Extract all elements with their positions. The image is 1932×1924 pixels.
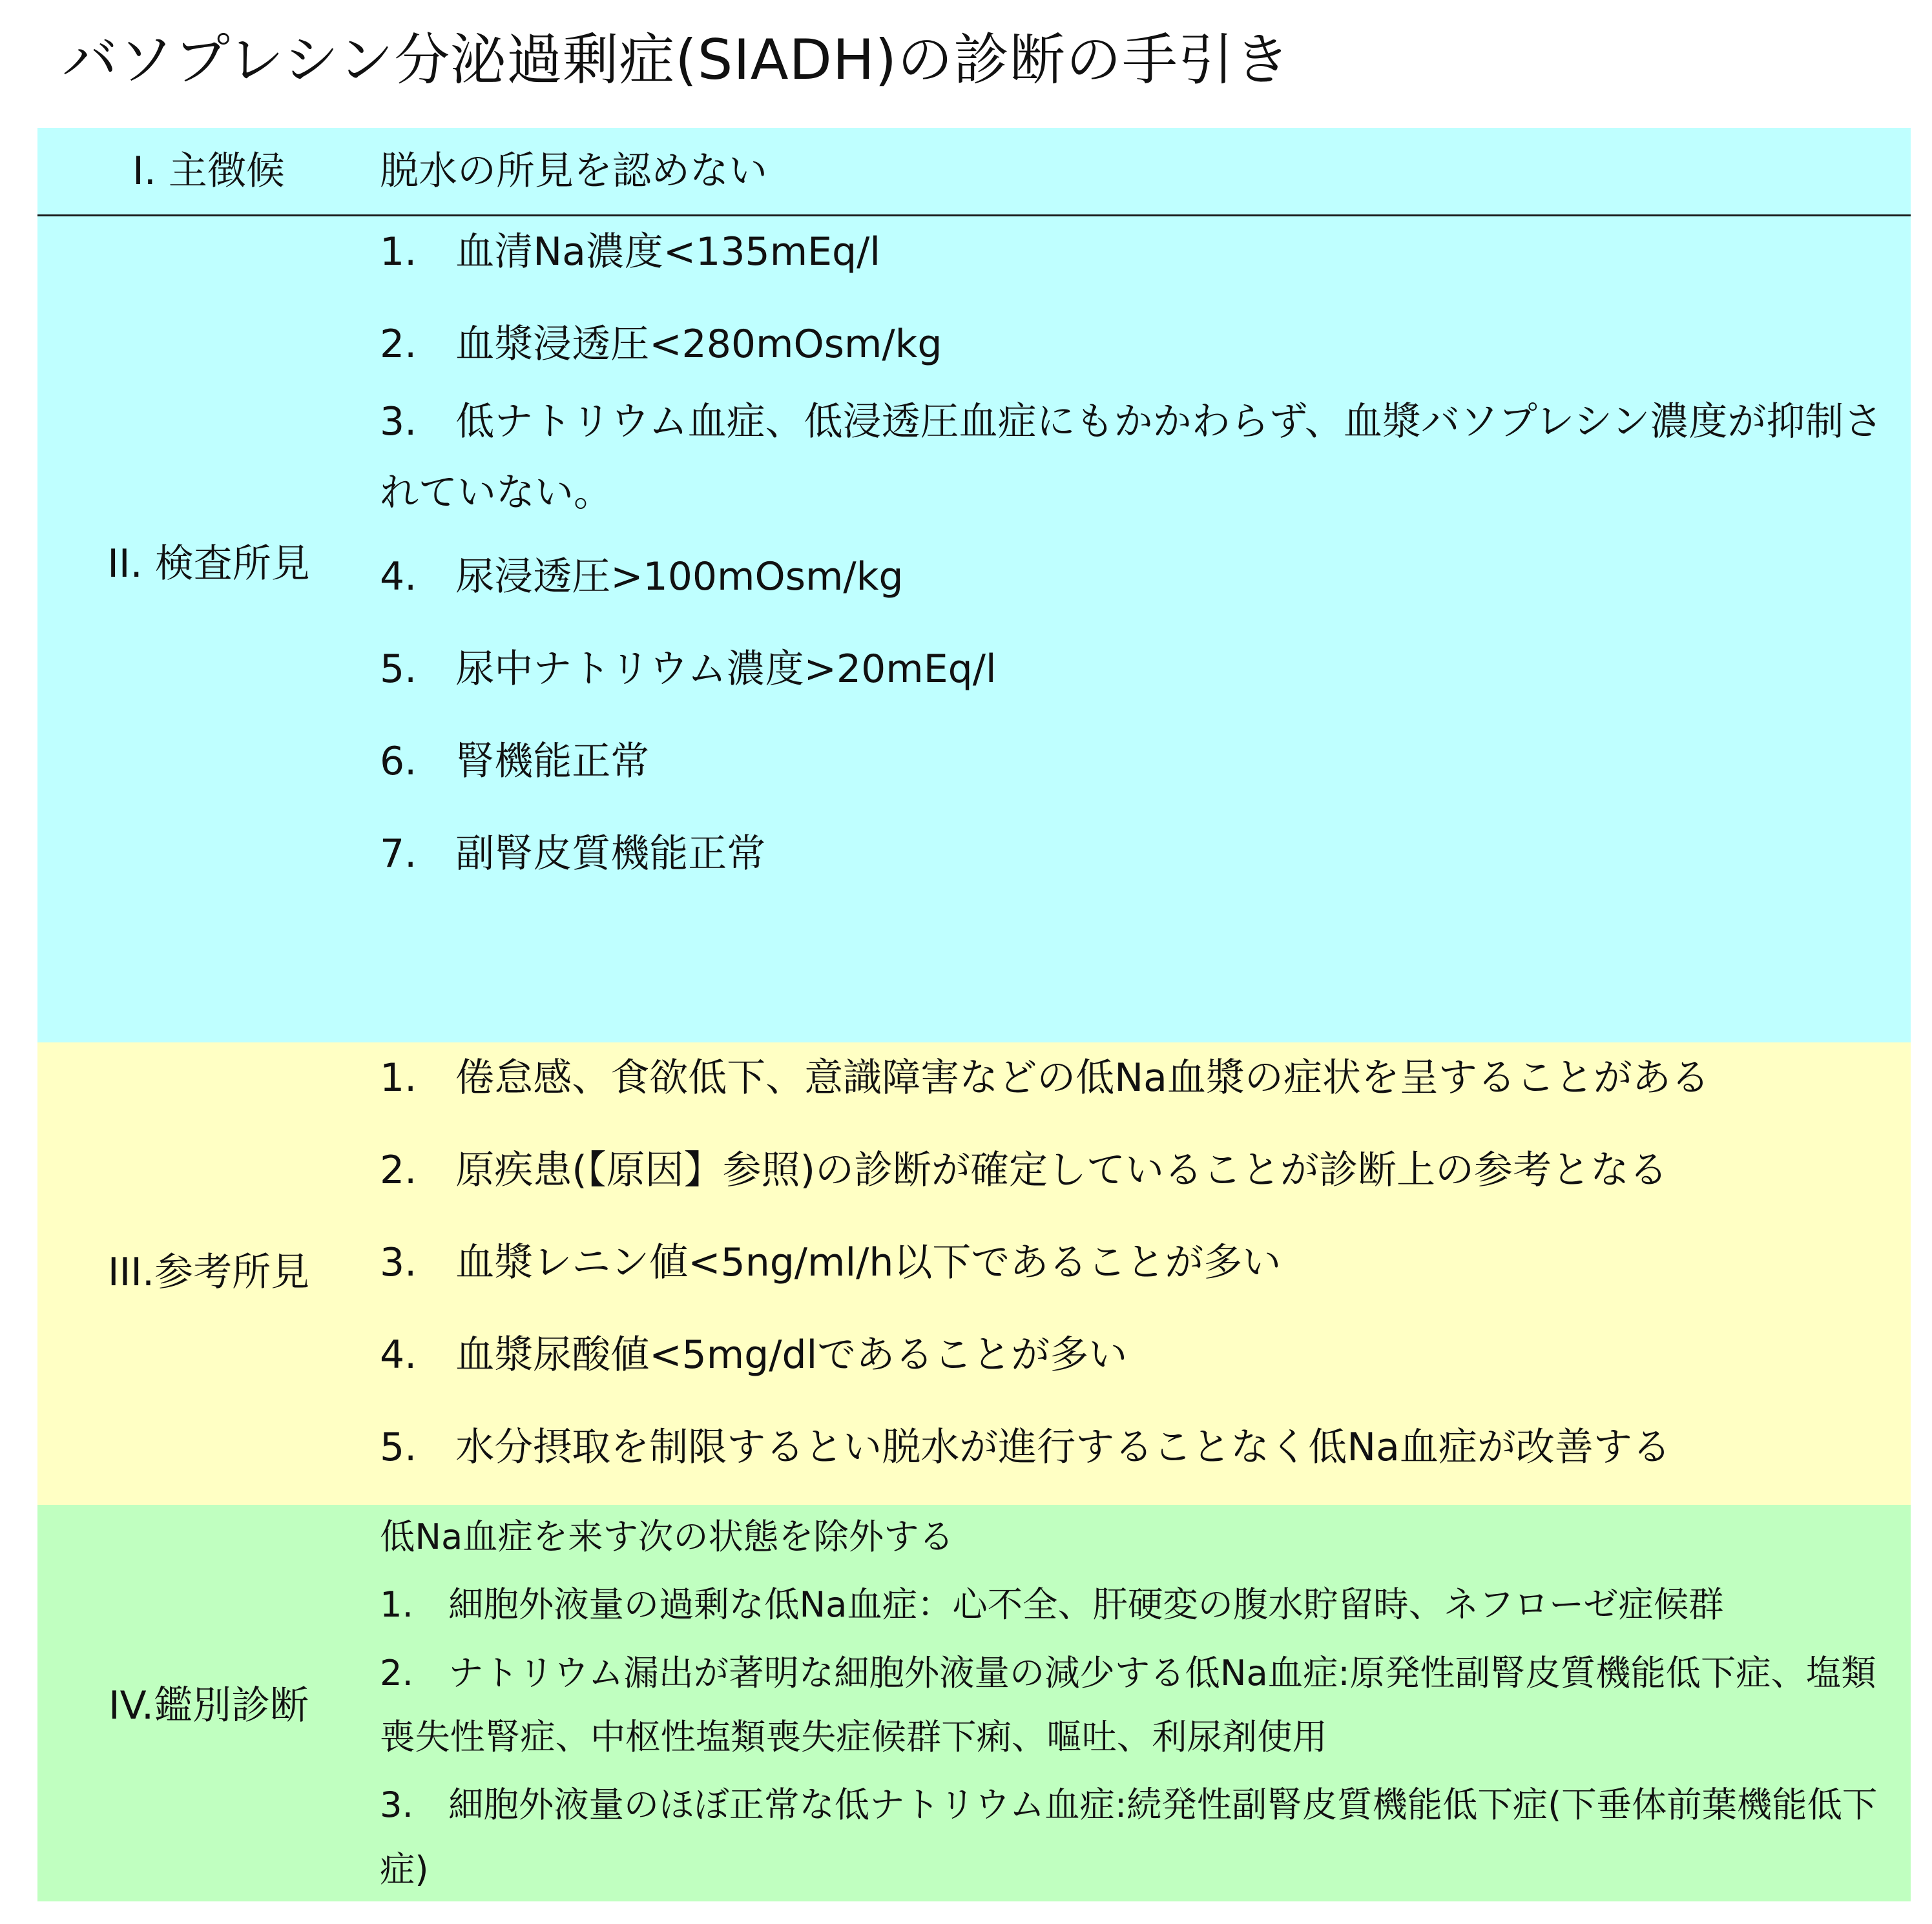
section-body-differential-diagnosis: [380, 1505, 1904, 1901]
list-item: 7. 副腎皮質機能正常: [380, 831, 766, 876]
diagnostic-criteria-table: [37, 128, 1911, 1901]
section-body-reference-findings: [380, 1042, 1904, 1505]
section-reference-findings: [37, 1042, 1911, 1505]
section-main-symptom: [37, 128, 1911, 214]
list-item: 3. 細胞外液量のほぼ正常な低ナトリウム血症:続発性副腎皮質機能低下症(下垂体前葉機能低下症): [380, 1784, 1878, 1890]
section-label-differential-diagnosis: IV.鑑別診断: [108, 1683, 309, 1728]
list-item: 2. 原疾患(【原因】参照)の診断が確定していることが診断上の参考となる: [380, 1148, 1668, 1193]
list-item: 2. ナトリウム漏出が著明な細胞外液量の減少する低Na血症:原発性副腎皮質機能低下症、塩類喪失性腎症、中枢性塩類喪失症候群下痢、嘔吐、利尿剤使用: [380, 1652, 1876, 1758]
list-item: 2. 血漿浸透圧<280mOsm/kg: [380, 322, 942, 367]
section-body-exam-findings: [380, 216, 1904, 1042]
list-item: 4. 尿浸透圧>100mOsm/kg: [380, 554, 904, 599]
section-body-main-symptom: [380, 128, 1904, 214]
section-exam-findings: [37, 214, 1911, 1042]
list-item: 6. 腎機能正常: [380, 739, 650, 784]
list-item: 1. 細胞外液量の過剰な低Na血症：心不全、肝硬変の腹水貯留時、ネフローゼ症候群: [380, 1584, 1724, 1626]
list-item: 1. 血清Na濃度<135mEq/l: [380, 229, 881, 274]
section-differential-diagnosis: [37, 1505, 1911, 1901]
list-item: 4. 血漿尿酸値<5mg/dlであることが多い: [380, 1332, 1128, 1378]
list-item: 脱水の所見を認めない: [380, 149, 767, 194]
list-item: 5. 水分摂取を制限するとい脱水が進行することなく低Na血症が改善する: [380, 1425, 1671, 1470]
section-label-main-symptom: I. 主徴候: [132, 149, 285, 194]
list-item: 1. 倦怠感、食欲低下、意識障害などの低Na血漿の症状を呈することがある: [380, 1055, 1710, 1101]
section-label-reference-findings: III.参考所見: [107, 1250, 310, 1295]
list-item: 3. 血漿レニン値<5ng/ml/h以下であることが多い: [380, 1240, 1282, 1285]
section-label-exam-findings: II. 検査所見: [107, 541, 310, 586]
list-item: 低Na血症を来す次の状態を除外する: [380, 1516, 954, 1557]
page-title: バソプレシン分泌過剰症(SIADH)の診断の手引き: [62, 28, 1291, 92]
list-item: 3. 低ナトリウム血症、低浸透圧血症にもかかわらず、血漿バソプレシン濃度が抑制されていない。: [380, 399, 1883, 515]
list-item: 5. 尿中ナトリウム濃度>20mEq/l: [380, 647, 997, 692]
